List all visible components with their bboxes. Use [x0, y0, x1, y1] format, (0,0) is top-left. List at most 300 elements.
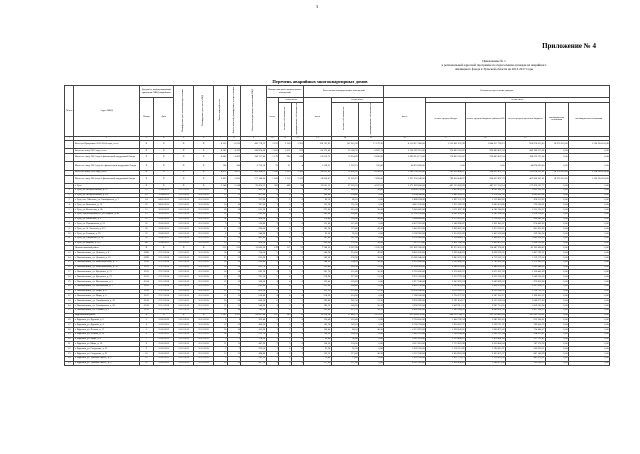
table-cell: 35 — [65, 361, 74, 366]
table-cell: 5 440 350,96 — [465, 265, 505, 270]
table-cell: 5 — [266, 241, 279, 246]
table-cell: 10 — [227, 203, 241, 208]
table-cell: г. Новомосковск, ул. Мира, д. 4 — [74, 289, 139, 294]
table-cell: 15.02.2012 — [154, 347, 174, 352]
table-cell: 159,70 — [304, 351, 331, 356]
table-cell: 0,00 — [358, 203, 383, 208]
table-cell: 4 162 — [227, 149, 241, 154]
header-doc-date: Дата — [154, 98, 174, 137]
table-cell: 50,60 — [358, 241, 383, 246]
table-cell: X — [174, 175, 194, 183]
table-cell: 294,60 — [241, 227, 266, 232]
table-cell: X — [154, 175, 174, 183]
table-cell: 31.12.2015 — [174, 351, 194, 356]
appendix-subtitle-line: к региональной адресной программе по переселению граждан из аварийного — [441, 63, 547, 67]
table-cell: 0,00 — [568, 162, 609, 170]
table-cell: 31.12.2015 — [174, 203, 194, 208]
table-cell: 14 — [227, 217, 241, 222]
table-cell: 1 059 343,94 — [505, 303, 545, 308]
table-cell: 1 214 362,82 — [426, 232, 466, 237]
table-cell: г. Новомосковск, ул. Донская, д. 10 — [74, 255, 139, 260]
table-cell: 3 163 842,51 — [426, 260, 466, 265]
table-cell: 27.12.2010 — [154, 265, 174, 270]
table-cell: 4 116 969,31 — [426, 289, 466, 294]
table-cell: 4 — [266, 193, 279, 198]
table-cell: 1 — [65, 188, 74, 193]
header-cost-extra: внебюджетные источники — [545, 103, 568, 137]
table-cell: 31.12.2015 — [174, 222, 194, 227]
table-cell: 0 — [291, 232, 304, 237]
table-cell: 405,30 — [241, 188, 266, 193]
table-cell: 3 059 350,00 — [384, 347, 426, 352]
table-cell: 0,00 — [358, 323, 383, 328]
table-cell: X — [194, 313, 214, 318]
table-cell: 6 — [266, 299, 279, 304]
table-cell: 2 473 181,11 — [465, 227, 505, 232]
table-cell: 95,30 — [331, 232, 358, 237]
table-cell: г. Ефремов, ул. Ленина, д. 19 — [74, 332, 139, 337]
header-area-municipal — [358, 103, 383, 137]
header-index: 3 — [139, 136, 154, 140]
table-cell: 15.02.2012 — [154, 337, 174, 342]
table-cell: 86,10 — [331, 198, 358, 203]
table-cell: 3 — [279, 227, 292, 232]
table-cell: 15.02.2012 — [154, 327, 174, 332]
table-cell: 18 — [214, 308, 228, 313]
table-cell: 5 984 428,00 — [384, 217, 426, 222]
table-cell: 0,00 — [568, 356, 609, 361]
table-cell: 11 — [227, 227, 241, 232]
table-cell: 16 — [214, 260, 228, 265]
table-cell: 88,10 — [331, 327, 358, 332]
table-cell: 31.12.2015 — [174, 284, 194, 289]
table-cell: 5 — [266, 308, 279, 313]
table-cell: 0,00 — [545, 184, 568, 189]
table-cell: 168,30 — [304, 332, 331, 337]
table-cell: 1 — [291, 327, 304, 332]
table-cell: 6 534 560,00 — [384, 193, 426, 198]
header-index: 11 — [279, 136, 292, 140]
table-cell: 2 429 911,51 — [426, 303, 466, 308]
table-cell: 0,00 — [568, 222, 609, 227]
table-cell: 0,00 — [568, 227, 609, 232]
table-cell: 714 404,57 — [505, 327, 545, 332]
table-cell: Всего по этапу 2014 года, в т.ч.: — [74, 170, 139, 175]
table-cell: 4 062 — [227, 154, 241, 162]
table-cell: 247 822 126,61 — [505, 313, 545, 318]
table-cell: 1 — [291, 188, 304, 193]
table-cell: 401,40 — [241, 236, 266, 241]
table-cell: 887 148,69 — [505, 351, 545, 356]
table-cell: 412,60 — [241, 327, 266, 332]
table-row — [65, 361, 610, 366]
table-cell: 117 — [279, 246, 292, 251]
table-cell: г. Ефремов, ул. Дружбы, д. 2 — [74, 318, 139, 323]
table-cell: 924 033 897,79 — [465, 175, 505, 183]
header-area-private — [331, 103, 358, 137]
table-cell: 3 109 — [291, 170, 304, 175]
table-body — [65, 140, 610, 365]
table-cell: 11 — [227, 342, 241, 347]
table-cell: 920 883 862,34 — [465, 149, 505, 154]
table-cell: 50,50 — [358, 303, 383, 308]
table-cell: 31.12.2015 — [174, 241, 194, 246]
table-cell: г. Тула — [74, 184, 139, 189]
table-cell: 6 — [266, 188, 279, 193]
header-index: 10 — [266, 136, 279, 140]
table-cell: 3 943 678,33 — [426, 255, 466, 260]
table-cell: 142,10 — [304, 323, 331, 328]
table-cell: 0,00 — [426, 162, 466, 170]
table-cell — [65, 175, 74, 183]
table-cell: 0,00 — [545, 222, 568, 227]
table-cell: 31.12.2015 — [174, 337, 194, 342]
table-cell: 1 675 582,59 — [426, 203, 466, 208]
table-cell: 4 — [279, 279, 292, 284]
table-cell: 613 564 139,00 — [384, 313, 426, 318]
table-cell: 1 476 001,68 — [465, 337, 505, 342]
table-cell: 6 — [279, 212, 292, 217]
table-cell: 1 910 598,97 — [505, 212, 545, 217]
table-cell: 990 981,68 — [505, 217, 545, 222]
header-address: Адрес МКД — [74, 86, 139, 137]
table-cell: 1 — [291, 260, 304, 265]
table-cell: 0,00 — [568, 318, 609, 323]
table-cell: 690,40 — [241, 260, 266, 265]
table-cell: 309,50 — [304, 255, 331, 260]
table-cell: 1 190 420,12 — [505, 294, 545, 299]
table-cell: 2105 — [139, 284, 154, 289]
table-cell: X — [139, 162, 154, 170]
table-cell: 25 — [266, 162, 279, 170]
header-flats-total: всего — [266, 98, 279, 137]
header-area-sum: всего — [304, 98, 331, 137]
table-cell: 1 210 693,96 — [465, 356, 505, 361]
table-cell: X — [154, 246, 174, 251]
table-cell: 5 441 021,00 — [384, 227, 426, 232]
table-cell: 299,20 — [304, 188, 331, 193]
table-cell: 11 536 138,00 — [384, 212, 426, 217]
table-cell: 407 133 209,09 — [426, 184, 466, 189]
table-cell: 95 474,32 — [241, 184, 266, 189]
table-cell: 4 — [279, 308, 292, 313]
table-cell: 296,80 — [304, 299, 331, 304]
table-cell: 16 — [214, 188, 228, 193]
table-group-row — [65, 140, 610, 148]
table-cell: 21 — [279, 162, 292, 170]
table-cell: 1 982 130 639,00 — [384, 170, 426, 175]
table-cell: 912,70 — [241, 265, 266, 270]
table-cell: 1 844 917 760,13 — [465, 140, 505, 148]
table-cell: 4 071 — [214, 170, 228, 175]
table-cell: 478 319,63 — [505, 198, 545, 203]
table-cell: 31.12.2015 — [194, 279, 214, 284]
table-cell: 498,80 — [241, 351, 266, 356]
table-cell: 287,00 — [241, 203, 266, 208]
table-cell: 3 — [266, 222, 279, 227]
table-cell: 21 606,20 — [241, 246, 266, 251]
table-cell: 1 457 594,33 — [505, 308, 545, 313]
table-cell: 1 312 842,85 — [465, 198, 505, 203]
table-cell: 0 — [291, 279, 304, 284]
appendix-subtitle-line: жилищного фонда в Тульской области на 2013-2017 годы — [455, 67, 533, 71]
table-cell: 19 518,58 — [304, 313, 331, 318]
table-cell: 1 — [291, 217, 304, 222]
table-cell: 6 — [266, 289, 279, 294]
table-cell: 31.12.2015 — [194, 203, 214, 208]
table-cell: 770 803 183,02 — [426, 149, 466, 154]
table-cell: 327,90 — [241, 198, 266, 203]
table-cell: 8 — [65, 222, 74, 227]
table-cell: 31.12.2015 — [194, 212, 214, 217]
table-cell: 13 — [227, 236, 241, 241]
table-cell: X — [174, 140, 194, 148]
table-cell: 2 482 202,70 — [426, 193, 466, 198]
table-cell: 32 — [65, 347, 74, 352]
table-cell: 0,00 — [545, 227, 568, 232]
table-cell: 0,00 — [545, 198, 568, 203]
table-cell: г. Тула, ул. Шевченко, д. 3 — [74, 217, 139, 222]
table-cell: 18 970 310,00 — [545, 175, 568, 183]
table-cell: 128,60 — [331, 217, 358, 222]
header-index: 9 — [241, 136, 266, 140]
header-cost-extra-2: внебюджетные источники — [568, 103, 609, 137]
table-cell: 4 — [279, 208, 292, 213]
table-cell: 747 174,38 — [505, 342, 545, 347]
table-cell: 15.02.2012 — [154, 356, 174, 361]
table-cell: 3 822 — [214, 175, 228, 183]
table-cell: 398 226 125,64 — [505, 154, 545, 162]
table-cell: 128,60 — [304, 327, 331, 332]
header-index: 13 — [304, 136, 331, 140]
header-cost-local: за счет средств местного бюджета — [505, 103, 545, 137]
table-cell: 4 — [266, 236, 279, 241]
table-cell: 990 — [279, 154, 292, 162]
table-cell: 1 546 908,87 — [426, 222, 466, 227]
table-cell: 4 — [279, 332, 292, 337]
table-cell: 9 245 402,00 — [384, 208, 426, 213]
table-cell: 31.12.2015 — [194, 323, 214, 328]
table-cell: 0 — [291, 236, 304, 241]
table-cell: 8 186,62 — [358, 170, 383, 175]
table-cell: 0 — [291, 347, 304, 352]
table-cell: 804,20 — [241, 299, 266, 304]
table-cell: 60 622,89 — [304, 170, 331, 175]
table-cell: 0,00 — [568, 208, 609, 213]
table-cell: 18 — [214, 251, 228, 256]
table-cell: 1 260 256,61 — [505, 241, 545, 246]
table-cell: 7 — [214, 198, 228, 203]
table-cell: 42,40 — [358, 227, 383, 232]
table-cell: 2 — [279, 232, 292, 237]
table-cell: 2 — [266, 337, 279, 342]
table-cell: 613 264,01 — [505, 318, 545, 323]
header-area-municipal-text: муниципальная собственность — [368, 103, 372, 135]
table-cell: 0,00 — [568, 303, 609, 308]
table-cell: 1 851 045,07 — [465, 222, 505, 227]
table-cell — [65, 162, 74, 170]
table-cell: X — [139, 149, 154, 154]
table-cell: 124 795,95 — [304, 140, 331, 148]
table-cell: 374,20 — [241, 337, 266, 342]
table-cell: 19.06.2012 — [154, 241, 174, 246]
table-cell: 7 — [65, 217, 74, 222]
table-cell: 4 — [65, 203, 74, 208]
table-cell: 1 120 442,49 — [505, 270, 545, 275]
table-cell: 176,40 — [304, 279, 331, 284]
table-cell: 693,80 — [241, 284, 266, 289]
table-cell: 18 — [214, 208, 228, 213]
table-cell: 198,10 — [331, 260, 358, 265]
table-cell: 14 — [65, 255, 74, 260]
table-cell: 0,00 — [568, 184, 609, 189]
table-cell: 1 453 193,84 — [465, 232, 505, 237]
table-cell: 9 — [227, 222, 241, 227]
table-cell: 187,60 — [304, 236, 331, 241]
table-cell: 262,40 — [304, 308, 331, 313]
table-cell: X — [174, 246, 194, 251]
table-cell: 176,40 — [331, 279, 358, 284]
table-cell: 19 — [214, 275, 228, 280]
table-cell: 0,00 — [568, 323, 609, 328]
table-cell: 1 397 618,77 — [505, 284, 545, 289]
table-cell: 271,80 — [331, 289, 358, 294]
table-cell: 31.12.2015 — [174, 327, 194, 332]
table-cell: 31.12.2015 — [174, 279, 194, 284]
table-cell: 979 856,94 — [505, 279, 545, 284]
table-cell: Новомосковский район — [74, 246, 139, 251]
table-cell: 0,00 — [568, 232, 609, 237]
table-cell: 6 322,98 — [331, 246, 358, 251]
table-cell: 177 148,00 — [241, 175, 266, 183]
table-cell: 8 — [139, 342, 154, 347]
header-residents-planned — [227, 86, 241, 137]
table-cell: 59 058,07 — [304, 175, 331, 183]
table-cell: г. Тула, ул. Вильямса, д. 13 — [74, 203, 139, 208]
table-cell: 2 — [266, 347, 279, 352]
table-cell: 1 559 861 631,99 — [426, 140, 466, 148]
table-cell: 443 100 215,64 — [505, 149, 545, 154]
table-cell: 18 — [227, 308, 241, 313]
table-cell: 200,40 — [331, 284, 358, 289]
table-cell: 4 287 091,00 — [384, 361, 426, 366]
table-cell: 19.06.2012 — [154, 236, 174, 241]
table-cell: 178,40 — [304, 217, 331, 222]
table-cell: 2 066 807,43 — [426, 227, 466, 232]
table-cell: 8 660,66 — [358, 154, 383, 162]
table-cell: 457,40 — [241, 193, 266, 198]
table-cell: 2 050 848,64 — [465, 342, 505, 347]
table-cell: 770 803 183,02 — [426, 154, 466, 162]
table-cell: 214,30 — [304, 294, 331, 299]
header-doc-group: Документ, подтверждающий признание МКД аварийным — [139, 86, 174, 98]
table-cell: X — [154, 162, 174, 170]
table-cell: 2 166 711,97 — [465, 323, 505, 328]
table-cell: 430 778,52 — [241, 140, 266, 148]
table-cell: Ефремовский район — [74, 313, 139, 318]
table-cell: 5 — [139, 327, 154, 332]
table-cell: 31.12.2015 — [194, 294, 214, 299]
table-cell: 954 978 613,45 — [505, 140, 545, 148]
table-cell: 121,40 — [331, 222, 358, 227]
table-cell: 8 233 — [214, 140, 228, 148]
table-cell: 4 072 363,00 — [384, 222, 426, 227]
table-cell: 26 — [65, 318, 74, 323]
table-group-row — [65, 154, 610, 162]
table-cell: 16 — [227, 188, 241, 193]
table-cell: 0,00 — [545, 260, 568, 265]
table-cell: 5 — [266, 260, 279, 265]
table-cell: 0,00 — [545, 217, 568, 222]
header-index: 18 — [465, 136, 505, 140]
table-cell: 2 570 020,21 — [426, 270, 466, 275]
table-cell: 15 — [214, 294, 228, 299]
table-cell: 31.12.2015 — [174, 232, 194, 237]
table-cell: 12.04.2012 — [154, 188, 174, 193]
table-cell: 2 720 221,25 — [465, 217, 505, 222]
table-cell: 27.12.2010 — [154, 279, 174, 284]
table-cell: 13 — [227, 303, 241, 308]
header-cost-group: Стоимость переселения граждан — [384, 86, 610, 98]
table-cell: г. Новомосковск, ул. Октябрьская, д. 18 — [74, 299, 139, 304]
table-cell: 2 089 913 171,00 — [384, 154, 426, 162]
table-cell: 5 — [279, 289, 292, 294]
table-cell: 3 205 893,03 — [426, 284, 466, 289]
table-cell: 278,90 — [304, 275, 331, 280]
table-cell: 31.12.2015 — [194, 255, 214, 260]
table-cell: 31.12.2015 — [194, 193, 214, 198]
table-cell: 2 390 460,13 — [426, 236, 466, 241]
table-cell: 3 301 — [291, 140, 304, 148]
table-cell: 51,50 — [358, 265, 383, 270]
table-cell: 1 — [291, 351, 304, 356]
table-cell: 3 — [279, 203, 292, 208]
table-cell: г. Ефремов, ул. Свердлова, д. 21 — [74, 347, 139, 352]
table-cell: 7 508,36 — [304, 246, 331, 251]
table-cell: 22.05.2012 — [154, 222, 174, 227]
table-cell: 27.12.2010 — [154, 308, 174, 313]
table-cell: 2 970 261,36 — [465, 193, 505, 198]
table-cell: 548,90 — [241, 303, 266, 308]
table-cell: 3 075 367,30 — [465, 270, 505, 275]
table-cell: 31.12.2015 — [194, 332, 214, 337]
header-residents-planned-text: Число жителей, планируемых к переселению — [231, 87, 235, 134]
table-cell: 1 — [291, 289, 304, 294]
table-cell: 31.12.2015 — [194, 188, 214, 193]
table-cell: 2 — [279, 327, 292, 332]
table-cell: X — [139, 170, 154, 175]
table-cell: 3 — [279, 342, 292, 347]
table-cell: X — [139, 175, 154, 183]
table-cell: 1 960 875,42 — [465, 327, 505, 332]
table-cell: 44 874 090,00 — [384, 162, 426, 170]
table-cell: 7 — [266, 265, 279, 270]
table-cell: X — [139, 313, 154, 318]
table-cell — [65, 140, 74, 148]
table-cell: 512 — [227, 246, 241, 251]
table-cell: 920 883 862,34 — [465, 154, 505, 162]
header-residents-text: Число жителей всего — [218, 99, 222, 121]
table-cell: 151,40 — [331, 270, 358, 275]
page-number: 3 — [316, 4, 318, 9]
table-cell: 2 888 294,00 — [384, 198, 426, 203]
table-cell: 10 — [214, 361, 228, 366]
table-cell: 2104 — [139, 279, 154, 284]
table-cell: 789 058 448,97 — [426, 175, 466, 183]
table-cell: 25 — [65, 308, 74, 313]
table-cell: 31.12.2015 — [174, 318, 194, 323]
header-flats-group: Количество расселяемых жилых помещений — [266, 86, 304, 98]
